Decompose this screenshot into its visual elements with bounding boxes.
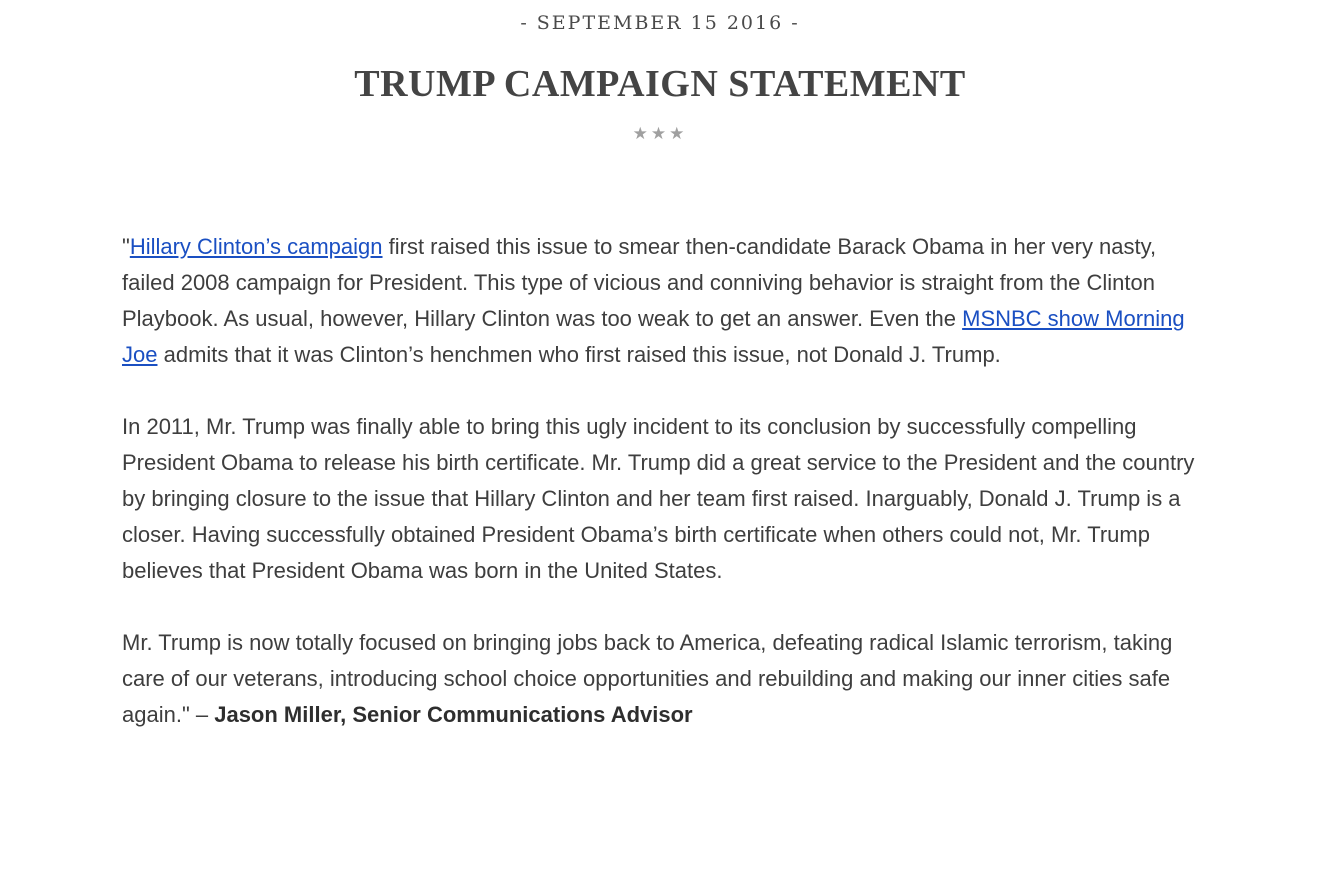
signature: Jason Miller, Senior Communications Advisor [214,702,693,727]
hillary-campaign-link[interactable]: Hillary Clinton’s campaign [129,234,383,259]
open-quote: " [122,234,130,259]
statement-paragraph-2: In 2011, Mr. Trump was finally able to bring this ugly incident to its conclusion by successfully compelling President Obama to release his birth certificate. Mr. Trump did a great service to the President and the country by bringing closure to the issue that Hillary Clinton and her team first raised. Inarguably, Donald J. Trump is a closer. Having successfully obtained President Obama’s birth certificate when others could not, Mr. Trump believes that President Obama was born in the United States. [122,414,1195,583]
paragraph-1-text-b: admits that it was Clinton’s henchmen who first raised this issue, not Donald J. Trump. [157,342,1001,367]
statement-body [122,229,1212,769]
statement-date: - SEPTEMBER 15 2016 - [520,12,800,34]
page-title: TRUMP CAMPAIGN STATEMENT [354,63,966,105]
statement-paragraph-3 [122,625,1212,733]
paragraph-1-text-a: first raised this issue to smear then-candidate Barack Obama in her very nasty, failed 2008 campaign for President. This type of vicious and conniving behavior is straight from the Clinton Playbook. As usual, however, Hillary Clinton was too weak to get an answer. Even the [122,234,1157,331]
star-divider-icon: ★★★ [632,124,688,144]
statement-paragraph-1 [122,229,1212,373]
msnbc-morning-joe-link[interactable]: MSNBC show Morning Joe [122,306,1185,367]
paragraph-3-text: Mr. Trump is now totally focused on bringing jobs back to America, defeating radical Islamic terrorism, taking care of our veterans, introducing school choice opportunities and rebuilding and making our inner cities safe again." – [122,630,1173,727]
